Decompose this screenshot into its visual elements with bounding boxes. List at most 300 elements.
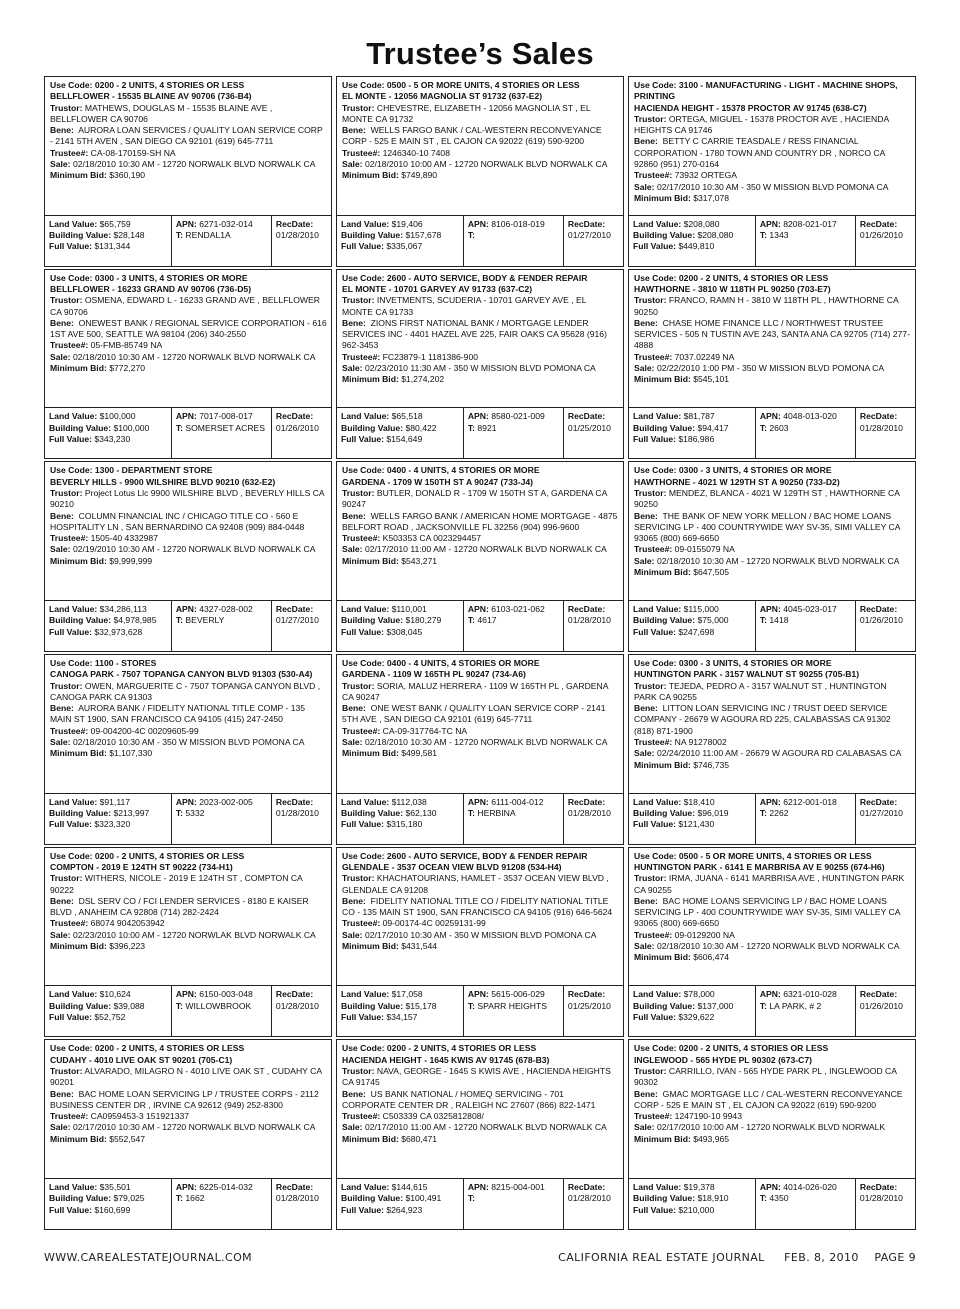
property-address: HACIENDA HEIGHT - 1645 KWIS AV 91745 (678-B3) <box>342 1054 550 1065</box>
trustor-line <box>342 1066 619 1089</box>
bene-value: FIDELITY NATIONAL TITLE CO / FIDELITY NATIONAL TITLE CO - 135 MAIN ST 1900, SAN FRANCISCO CA 94105 (916) 646-5624 <box>342 895 613 918</box>
sale-value: 02/18/2010 10:30 AM - 12720 NORWALK BLVD NORWALK CA <box>72 159 316 170</box>
trustor-label: Trustor: <box>342 295 375 306</box>
full-label: Full Value: <box>49 241 92 252</box>
bene-line <box>634 896 911 930</box>
sale-line <box>50 544 327 555</box>
min-bid-value: $499,581 <box>401 748 438 759</box>
valuation-footer <box>337 793 623 844</box>
building-value: $4,978,985 <box>113 615 157 626</box>
bene-value: ONEWEST BANK / REGIONAL SERVICE CORPORATION - 616 1ST AVE 500, SEATTLE WA 98104 (206) 340-2550 <box>50 317 327 340</box>
trustor-value: SORIA, MALUZ HERRERA - 1109 W 165TH PL , GARDENA CA 90247 <box>342 680 608 702</box>
tract-label: T: <box>467 615 475 626</box>
tract-value: 1662 <box>185 1193 205 1204</box>
bene-label: Bene: <box>634 703 658 714</box>
recdate-column <box>855 601 915 651</box>
sale-line <box>50 737 327 748</box>
trustor-line <box>634 1066 911 1089</box>
tract-label: T: <box>467 1193 475 1204</box>
recdate-value: 01/28/2010 <box>275 807 319 818</box>
property-address: HACIENDA HEIGHT - 15378 PROCTOR AV 91745 (638-C7) <box>634 102 867 113</box>
valuation-footer <box>45 1178 331 1229</box>
min-bid-label: Minimum Bid: <box>634 567 691 577</box>
values-column <box>629 986 755 1036</box>
listing-record <box>629 1040 915 1178</box>
sale-value: 02/23/2010 11:30 AM - 350 W MISSION BLVD POMONA CA <box>364 363 596 374</box>
apn-label: APN: <box>467 796 489 807</box>
bene-label: Bene: <box>634 1088 658 1099</box>
trustor-line <box>342 103 619 126</box>
bene-value: US BANK NATIONAL / HOMEQ SERVICING - 701 CORPORATE CENTER DR , RALEIGH NC 27607 (866) 822-1471 <box>342 1088 596 1110</box>
apn-column <box>171 601 271 651</box>
min-bid-line <box>634 567 911 578</box>
apn-label: APN: <box>759 604 781 614</box>
tract-label: T: <box>175 1000 183 1011</box>
bene-value: LITTON LOAN SERVICING INC / TRUST DEED SERVICE COMPANY - 26679 W AGOURA RD 225, CALABASSAS CA 91302 (818) 871-1900 <box>634 703 891 736</box>
tract-value: 8921 <box>477 422 497 433</box>
property-address: CANOGA PARK - 7507 TOPANGA CANYON BLVD 91303 (530-A4) <box>50 669 313 680</box>
min-bid-line <box>342 170 619 181</box>
sale-line <box>50 352 327 363</box>
apn-column <box>463 408 563 458</box>
property-address: HUNTINGTON PARK - 6141 E MARBRISA AV E 90255 (674-H6) <box>634 861 885 872</box>
listing-record <box>629 270 915 408</box>
recdate-column <box>271 794 331 844</box>
trustor-value: OWEN, MARGUERITE C - 7507 TOPANGA CANYON BLVD , CANOGA PARK CA 91303 <box>50 680 321 702</box>
valuation-footer <box>337 407 623 458</box>
recdate-label: RecDate: <box>567 411 606 422</box>
recdate-value: 01/28/2010 <box>275 1000 319 1011</box>
use-code: Use Code: 0500 - 5 OR MORE UNITS, 4 STORIES OR LESS <box>342 80 580 90</box>
min-bid-value: $543,271 <box>401 555 438 566</box>
bene-label: Bene: <box>634 510 658 521</box>
sale-label: Sale: <box>50 351 71 362</box>
bene-value: BAC HOME LOANS SERVICING LP / BAC HOME LOANS SERVICING LP - 400 COUNTRYWIDE WAY SV-35, SIMI VALLEY CA 93065 (800) 669-6650 <box>634 895 901 929</box>
use-code: Use Code: 0200 - 2 UNITS, 4 STORIES OR LESS <box>634 1043 829 1054</box>
sale-line <box>634 748 911 759</box>
listing-record <box>629 462 915 600</box>
min-bid-line <box>634 374 911 385</box>
trustor-label: Trustor: <box>50 1065 83 1076</box>
building-label: Building Value: <box>341 807 404 818</box>
land-value: $144,615 <box>391 1182 428 1192</box>
listing-card <box>336 269 624 460</box>
full-label: Full Value: <box>341 1011 384 1022</box>
min-bid-label: Minimum Bid: <box>634 952 691 963</box>
tract-label: T: <box>175 229 183 240</box>
bene-value: CHASE HOME FINANCE LLC / NORTHWEST TRUSTEE SERVICES - 505 N TUSTIN AVE 243, SANTA ANA CA 92705 (714) 277-4888 <box>634 317 910 351</box>
use-code: Use Code: 0400 - 4 UNITS, 4 STORIES OR MORE <box>342 465 540 476</box>
sale-line <box>342 737 619 748</box>
values-column <box>45 601 171 651</box>
use-code: Use Code: 0300 - 3 UNITS, 4 STORIES OR MORE <box>634 465 832 476</box>
trustee-line <box>342 1111 619 1122</box>
recdate-column <box>563 408 623 458</box>
tract-value: RENDAL1A <box>185 229 231 240</box>
min-bid-value: $749,890 <box>401 170 438 181</box>
values-column <box>337 986 463 1036</box>
recdate-value: 01/25/2010 <box>567 422 611 433</box>
trustor-label: Trustor: <box>342 102 375 113</box>
min-bid-label: Minimum Bid: <box>342 748 399 759</box>
trustee-line <box>50 918 327 929</box>
bene-line <box>342 1089 619 1112</box>
listing-card <box>44 76 332 267</box>
use-code: Use Code: 0300 - 3 UNITS, 4 STORIES OR MORE <box>634 658 832 668</box>
land-value: $110,001 <box>391 604 427 614</box>
full-value: $308,045 <box>386 626 423 637</box>
trustee-line <box>634 737 911 748</box>
trustor-line <box>634 295 911 318</box>
listing-card <box>44 461 332 652</box>
apn-value: 6111-004-012 <box>491 796 544 807</box>
footer-website: WWW.CAREALESTATEJOURNAL.COM <box>44 1251 253 1264</box>
apn-value: 6103-021-062 <box>491 604 545 614</box>
values-column <box>337 408 463 458</box>
bene-value: BAC HOME LOAN SERVICING LP / TRUSTEE CORPS - 2112 BUSINESS CENTER DR , IRVINE CA 92612 (949) 252-8300 <box>50 1088 319 1110</box>
apn-label: APN: <box>467 411 489 422</box>
sale-value: 02/24/2010 11:00 AM - 26679 W AGOURA RD CALABASAS CA <box>656 748 902 759</box>
building-value: $75,000 <box>697 615 729 626</box>
land-label: Land Value: <box>49 604 98 614</box>
valuation-footer <box>629 793 915 844</box>
values-column <box>629 1179 755 1229</box>
trustor-value: MENDEZ, BLANCA - 4021 W 129TH ST , HAWTHORNE CA 90250 <box>634 487 900 510</box>
apn-label: APN: <box>759 796 781 807</box>
recdate-value: 01/28/2010 <box>859 1193 903 1204</box>
full-label: Full Value: <box>341 819 384 830</box>
trustee-line <box>50 726 327 737</box>
sale-label: Sale: <box>50 159 71 170</box>
full-label: Full Value: <box>633 1204 676 1215</box>
tract-value: SPARR HEIGHTS <box>477 1000 547 1011</box>
min-bid-value: $1,274,202 <box>401 374 445 385</box>
use-code: Use Code: 0300 - 3 UNITS, 4 STORIES OR MORE <box>50 272 248 283</box>
trustee-label: Trustee#: <box>342 725 381 736</box>
building-value: $15,178 <box>405 1000 437 1011</box>
listing-card <box>336 1039 624 1230</box>
min-bid-value: $545,101 <box>693 374 730 385</box>
bene-line <box>634 1089 911 1112</box>
values-column <box>629 794 755 844</box>
min-bid-line <box>342 1134 619 1145</box>
listing-card <box>628 847 916 1038</box>
land-label: Land Value: <box>341 604 390 614</box>
listing-record <box>45 270 331 408</box>
trustor-value: MATHEWS, DOUGLAS M - 15535 BLAINE AVE , BELLFLOWER CA 90706 <box>50 102 273 124</box>
recdate-column <box>855 1179 915 1229</box>
land-label: Land Value: <box>633 411 682 422</box>
property-address: HAWTHORNE - 3810 W 118TH PL 90250 (703-E7) <box>634 283 831 294</box>
apn-value: 4045-023-017 <box>783 604 837 614</box>
trustor-label: Trustor: <box>634 873 667 884</box>
recdate-label: RecDate: <box>275 989 314 1000</box>
bene-line <box>50 318 327 341</box>
sale-line <box>342 1122 619 1133</box>
bene-line <box>634 136 911 170</box>
valuation-footer <box>629 1178 915 1229</box>
building-value: $79,025 <box>113 1193 145 1204</box>
min-bid-line <box>342 941 619 952</box>
valuation-footer <box>629 600 915 651</box>
min-bid-value: $396,223 <box>109 941 146 952</box>
valuation-footer <box>45 793 331 844</box>
trustor-value: CARRILLO, IVAN - 565 HYDE PARK PL , INGLEWOOD CA 90302 <box>634 1065 897 1088</box>
building-value: $80,422 <box>405 422 437 433</box>
values-column <box>629 408 755 458</box>
building-value: $18,910 <box>697 1193 729 1204</box>
listing-card <box>44 654 332 845</box>
building-label: Building Value: <box>49 229 112 240</box>
building-value: $62,130 <box>405 807 437 818</box>
sale-line <box>634 556 911 567</box>
full-label: Full Value: <box>49 819 92 830</box>
min-bid-line <box>634 760 911 771</box>
sale-label: Sale: <box>342 929 363 940</box>
bene-label: Bene: <box>50 510 74 521</box>
building-label: Building Value: <box>633 807 696 818</box>
valuation-footer <box>45 985 331 1036</box>
values-column <box>45 794 171 844</box>
tract-value: HERBINA <box>477 807 516 818</box>
building-label: Building Value: <box>633 229 696 240</box>
trustee-line <box>342 726 619 737</box>
apn-value: 8215-004-001 <box>491 1182 545 1192</box>
bene-label: Bene: <box>342 1088 366 1099</box>
apn-value: 6321-010-028 <box>783 989 837 1000</box>
sale-value: 02/17/2010 11:00 AM - 12720 NORWALK BLVD NORWALK CA <box>364 544 607 555</box>
sale-value: 02/17/2010 10:30 AM - 350 W MISSION BLVD POMONA CA <box>364 929 597 940</box>
min-bid-label: Minimum Bid: <box>634 192 691 203</box>
trustee-line <box>634 170 911 181</box>
apn-label: APN: <box>175 218 197 229</box>
sale-label: Sale: <box>342 544 363 555</box>
bene-label: Bene: <box>634 317 658 328</box>
valuation-footer <box>629 215 915 266</box>
land-label: Land Value: <box>633 1182 682 1192</box>
apn-column <box>755 794 855 844</box>
trustee-label: Trustee#: <box>634 737 673 748</box>
trustor-line <box>50 1066 327 1089</box>
land-label: Land Value: <box>49 411 98 422</box>
full-label: Full Value: <box>49 626 92 637</box>
recdate-label: RecDate: <box>567 796 606 807</box>
trustor-value: ALVARADO, MILAGRO N - 4010 LIVE OAK ST , CUDAHY CA 90201 <box>50 1065 322 1088</box>
listing-card <box>44 847 332 1038</box>
bene-label: Bene: <box>342 317 366 328</box>
apn-column <box>755 601 855 651</box>
building-value: $100,491 <box>405 1193 442 1204</box>
recdate-label: RecDate: <box>859 796 898 807</box>
trustor-value: FRANCO, RAMN H - 3810 W 118TH PL , HAWTHORNE CA 90250 <box>634 295 899 317</box>
full-label: Full Value: <box>633 433 676 444</box>
building-value: $94,417 <box>697 422 729 433</box>
apn-value: 4014-026-020 <box>783 1182 837 1192</box>
full-value: $315,180 <box>386 819 423 830</box>
sale-label: Sale: <box>342 363 363 374</box>
trustee-line <box>50 148 327 159</box>
recdate-value: 01/27/2010 <box>567 229 611 240</box>
apn-column <box>755 986 855 1036</box>
tract-label: T: <box>759 1193 767 1204</box>
apn-column <box>755 1179 855 1229</box>
use-code: Use Code: 2600 - AUTO SERVICE, BODY & FENDER REPAIR <box>342 272 588 283</box>
trustee-line <box>50 533 327 544</box>
trustor-line <box>342 681 619 704</box>
bene-line <box>634 703 911 737</box>
recdate-value: 01/27/2010 <box>859 807 903 818</box>
recdate-value: 01/28/2010 <box>859 422 903 433</box>
apn-label: APN: <box>467 1182 489 1192</box>
min-bid-value: $9,999,999 <box>109 555 153 566</box>
valuation-footer <box>629 985 915 1036</box>
full-value: $449,810 <box>678 241 715 252</box>
sale-label: Sale: <box>50 544 71 555</box>
listing-card <box>336 847 624 1038</box>
trustor-line <box>50 873 327 896</box>
trustee-label: Trustee#: <box>634 929 673 940</box>
trustee-label: Trustee#: <box>342 351 381 362</box>
sale-value: 02/18/2010 10:00 AM - 12720 NORWALK BLVD NORWALK CA <box>364 159 608 170</box>
trustee-label: Trustee#: <box>50 340 89 351</box>
listing-record <box>337 462 623 600</box>
values-column <box>45 216 171 266</box>
bene-label: Bene: <box>342 125 366 136</box>
sale-value: 02/18/2010 10:30 AM - 12720 NORWALK BLVD NORWALK CA <box>364 737 608 748</box>
building-label: Building Value: <box>633 1193 696 1204</box>
bene-value: DSL SERV CO / FCI LENDER SERVICES - 8180 E KAISER BLVD , ANAHEIM CA 92808 (714) 282-2424 <box>50 895 309 918</box>
apn-value: 8208-021-017 <box>783 218 837 229</box>
trustee-value: 05-FMB-85749 NA <box>90 340 163 351</box>
recdate-value: 01/26/2010 <box>859 1000 903 1011</box>
sale-label: Sale: <box>634 181 655 192</box>
trustor-value: KHACHATOURIANS, HAMLET - 3537 OCEAN VIEW BLVD , GLENDALE CA 91208 <box>342 873 609 895</box>
min-bid-value: $317,078 <box>693 192 730 203</box>
building-label: Building Value: <box>341 1193 404 1204</box>
min-bid-line <box>342 748 619 759</box>
use-code: Use Code: 0400 - 4 UNITS, 4 STORIES OR MORE <box>342 658 540 668</box>
apn-value: 6225-014-032 <box>199 1182 253 1192</box>
recdate-column <box>271 601 331 651</box>
property-address: GARDENA - 1109 W 165TH PL 90247 (734-A6) <box>342 669 526 680</box>
bene-line <box>50 703 327 726</box>
trustee-value: 68074 9042053942 <box>90 918 165 929</box>
sale-line <box>342 159 619 170</box>
apn-label: APN: <box>759 411 781 422</box>
use-code: Use Code: 0200 - 2 UNITS, 4 STORIES OR LESS <box>342 1043 537 1054</box>
building-label: Building Value: <box>341 229 404 240</box>
bene-label: Bene: <box>50 703 74 714</box>
apn-column <box>171 794 271 844</box>
full-value: $160,699 <box>94 1204 131 1215</box>
building-value: $28,148 <box>113 229 145 240</box>
apn-column <box>755 408 855 458</box>
recdate-value: 01/25/2010 <box>567 1000 611 1011</box>
trustee-line <box>50 340 327 351</box>
trustee-label: Trustee#: <box>50 918 89 929</box>
trustor-label: Trustor: <box>634 113 667 124</box>
listing-record <box>337 848 623 986</box>
sale-line <box>342 544 619 555</box>
recdate-value: 01/26/2010 <box>859 229 903 240</box>
land-label: Land Value: <box>633 604 682 614</box>
use-code: Use Code: 0500 - 5 OR MORE UNITS, 4 STORIES OR LESS <box>634 850 872 861</box>
listing-card <box>628 461 916 652</box>
min-bid-line <box>50 556 327 567</box>
trustor-line <box>634 488 911 511</box>
full-value: $52,752 <box>94 1011 126 1022</box>
recdate-column <box>271 408 331 458</box>
values-column <box>45 408 171 458</box>
full-value: $335,067 <box>386 241 423 252</box>
trustee-value: NA 91278002 <box>674 737 727 748</box>
sale-value: 02/22/2010 1:00 PM - 350 W MISSION BLVD POMONA CA <box>656 363 885 374</box>
values-column <box>629 216 755 266</box>
recdate-label: RecDate: <box>567 604 606 614</box>
page-title: Trustee’s Sales <box>366 36 594 71</box>
min-bid-label: Minimum Bid: <box>634 759 691 770</box>
bene-label: Bene: <box>50 1088 74 1099</box>
min-bid-value: $647,505 <box>693 567 730 577</box>
recdate-column <box>563 1179 623 1229</box>
trustee-value: C503339 CA 0325812808/ <box>382 1111 484 1122</box>
use-code: Use Code: 2600 - AUTO SERVICE, BODY & FENDER REPAIR <box>342 850 588 861</box>
listing-record <box>45 1040 331 1178</box>
trustee-line <box>342 148 619 159</box>
land-value: $78,000 <box>683 989 715 1000</box>
recdate-label: RecDate: <box>275 218 314 229</box>
trustor-line <box>634 873 911 896</box>
use-code: Use Code: 0200 - 2 UNITS, 4 STORIES OR LESS <box>50 80 245 90</box>
bene-value: AURORA BANK / FIDELITY NATIONAL TITLE COMP - 135 MAIN ST 1900, SAN FRANCISCO CA 94105 (415) 247-2450 <box>50 703 306 725</box>
min-bid-value: $493,965 <box>693 1133 730 1144</box>
land-label: Land Value: <box>49 218 98 229</box>
min-bid-label: Minimum Bid: <box>50 941 107 952</box>
bene-value: BETTY C CARRIE TEASDALE / RESS FINANCIAL CORPORATION - 1780 TOWN AND COUNTRY DR , NORCO CA 92860 (951) 270-0164 <box>634 136 885 170</box>
tract-value: LA PARK, # 2 <box>769 1000 822 1011</box>
apn-value: 6271-032-014 <box>199 218 253 229</box>
tract-value: 1418 <box>769 615 789 626</box>
valuation-footer <box>45 215 331 266</box>
trustee-line <box>342 352 619 363</box>
values-column <box>337 1179 463 1229</box>
full-value: $32,973,628 <box>94 626 143 637</box>
min-bid-label: Minimum Bid: <box>50 363 107 374</box>
bene-line <box>342 125 619 148</box>
listing-record <box>629 77 915 215</box>
min-bid-value: $360,190 <box>109 170 146 181</box>
bene-line <box>50 1089 327 1112</box>
tract-label: T: <box>175 615 183 626</box>
trustor-value: TEJEDA, PEDRO A - 3157 WALNUT ST , HUNTINGTON PARK CA 90255 <box>634 680 887 702</box>
trustee-line <box>342 918 619 929</box>
listing-record <box>629 655 915 793</box>
recdate-label: RecDate: <box>567 218 606 229</box>
listing-record <box>45 655 331 793</box>
land-value: $65,759 <box>99 218 131 229</box>
recdate-label: RecDate: <box>275 1182 314 1192</box>
full-value: $323,320 <box>94 819 131 830</box>
trustor-value: INVETMENTS, SCUDERIA - 10701 GARVEY AVE , EL MONTE CA 91733 <box>342 295 587 317</box>
recdate-value: 01/26/2010 <box>859 615 903 626</box>
full-label: Full Value: <box>633 626 676 637</box>
valuation-footer <box>337 1178 623 1229</box>
bene-line <box>50 896 327 919</box>
bene-label: Bene: <box>634 136 658 147</box>
trustee-value: CA0959453-3 151921337 <box>90 1111 190 1122</box>
trustor-label: Trustor: <box>342 680 375 691</box>
tract-value: 5332 <box>185 807 205 818</box>
